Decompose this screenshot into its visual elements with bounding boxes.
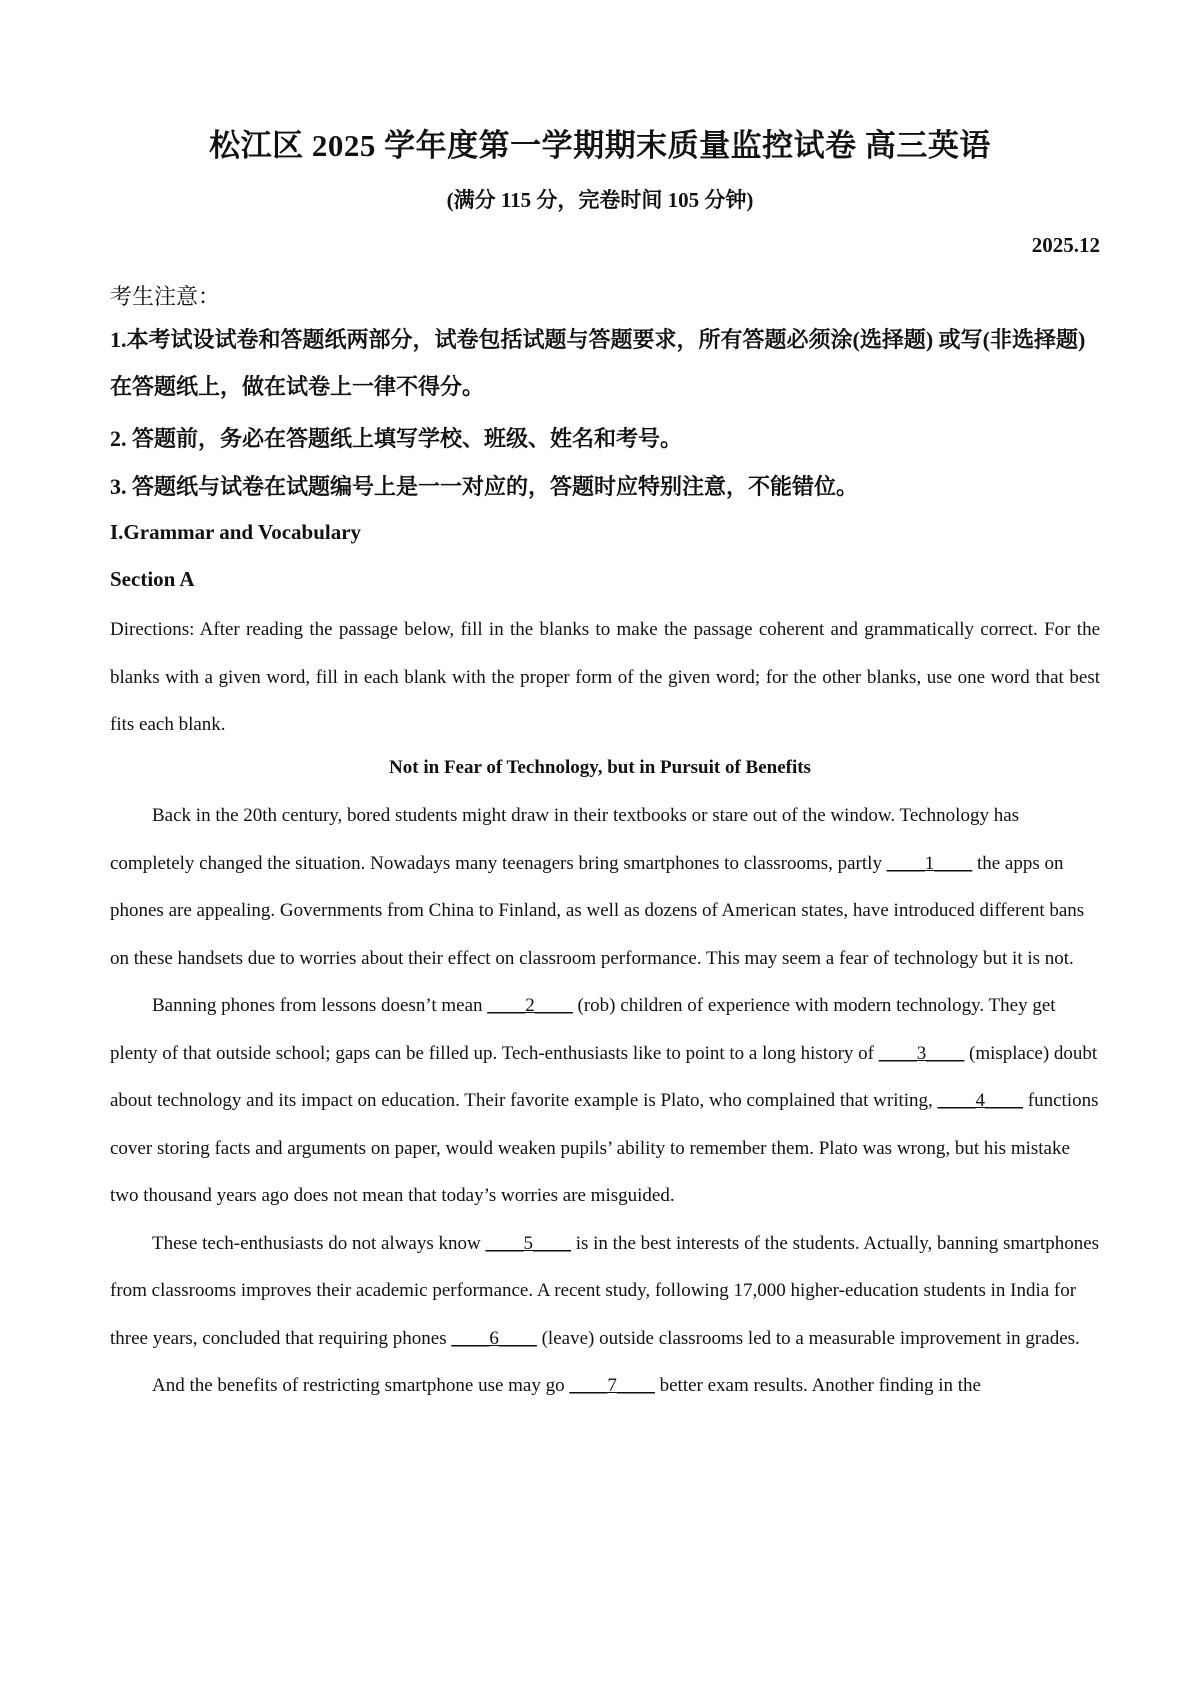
- notice-item-1: 1.本考试设试卷和答题纸两部分，试卷包括试题与答题要求，所有答题必须涂(选择题) 或写(非选择题)在答题纸上，做在试卷上一律不得分。: [110, 327, 1086, 399]
- exam-title: 松江区 2025 学年度第一学期期末质量监控试卷 高三英语: [209, 128, 991, 163]
- passage-paragraph-2: Banning phones from lessons doesn’t mean ____2____ (rob) children of experience with modern technology. They get plenty of that outside school; gaps can be filled up. Tech-enthusiasts like to point to a long history of ____3____ (misplace) doubt about technology and its impact on education. Their favorite example is Plato, who complained that writing, ____4____ functions cover storing facts and arguments on paper, would weaken pupils’ ability to remember them. Plato was wrong, but his mistake two thousand years ago does not mean that today’s worries are misguided.: [110, 995, 1099, 1206]
- blank-1: ____1____: [886, 852, 973, 874]
- blank-2: ____2____: [487, 995, 573, 1016]
- blank-7: ____7____: [569, 1375, 655, 1396]
- passage-title: Not in Fear of Technology, but in Pursuit of Benefits: [389, 757, 811, 778]
- notice-heading: 考生注意：: [110, 284, 221, 309]
- notice-item-3: 3. 答题纸与试卷在试题编号上是一一对应的，答题时应特别注意，不能错位。: [110, 474, 859, 499]
- section-title: Section A: [110, 567, 195, 591]
- exam-date: 2025.12: [1031, 233, 1100, 257]
- directions-text: Directions: After reading the passage below, fill in the blanks to make the passage coherent and grammatically correct. For the blanks with a given word, fill in each blank with the proper form of the given word; for the other blanks, use one word that best fits each blank.: [110, 619, 1100, 735]
- passage-paragraph-4: And the benefits of restricting smartphone use may go ____7____ better exam results. Another finding in the: [152, 1375, 981, 1396]
- blank-5: ____5____: [485, 1232, 571, 1254]
- passage-paragraph-3: These tech-enthusiasts do not always know ____5____ is in the best interests of the students. Actually, banning smartphones from classrooms improves their academic performance. A recent study, following 17,000 higher-education students in India for three years, concluded that requiring phones ____6____ (leave) outside classrooms led to a measurable improvement in grades.: [110, 1232, 1100, 1349]
- passage-paragraph-1: Back in the 20th century, bored students might draw in their textbooks or stare out of the window. Technology has completely changed the situation. Nowadays many teenagers bring smartphones to classrooms, partly ____1____ the apps on phones are appealing. Governments from China to Finland, as well as dozens of American states, have introduced different bans on these handsets due to worries about their effect on classroom performance. This may seem a fear of technology but it is not.: [110, 805, 1085, 969]
- exam-subtitle: (满分 115 分，完卷时间 105 分钟): [446, 188, 754, 212]
- blank-4: ____4____: [937, 1090, 1024, 1111]
- passage-body: [110, 792, 1100, 1410]
- notice-item-2: 2. 答题前，务必在答题纸上填写学校、班级、姓名和考号。: [110, 426, 683, 451]
- part-title: I.Grammar and Vocabulary: [110, 520, 362, 544]
- blank-6: ____6____: [451, 1327, 537, 1349]
- blank-3: ____3____: [878, 1042, 965, 1064]
